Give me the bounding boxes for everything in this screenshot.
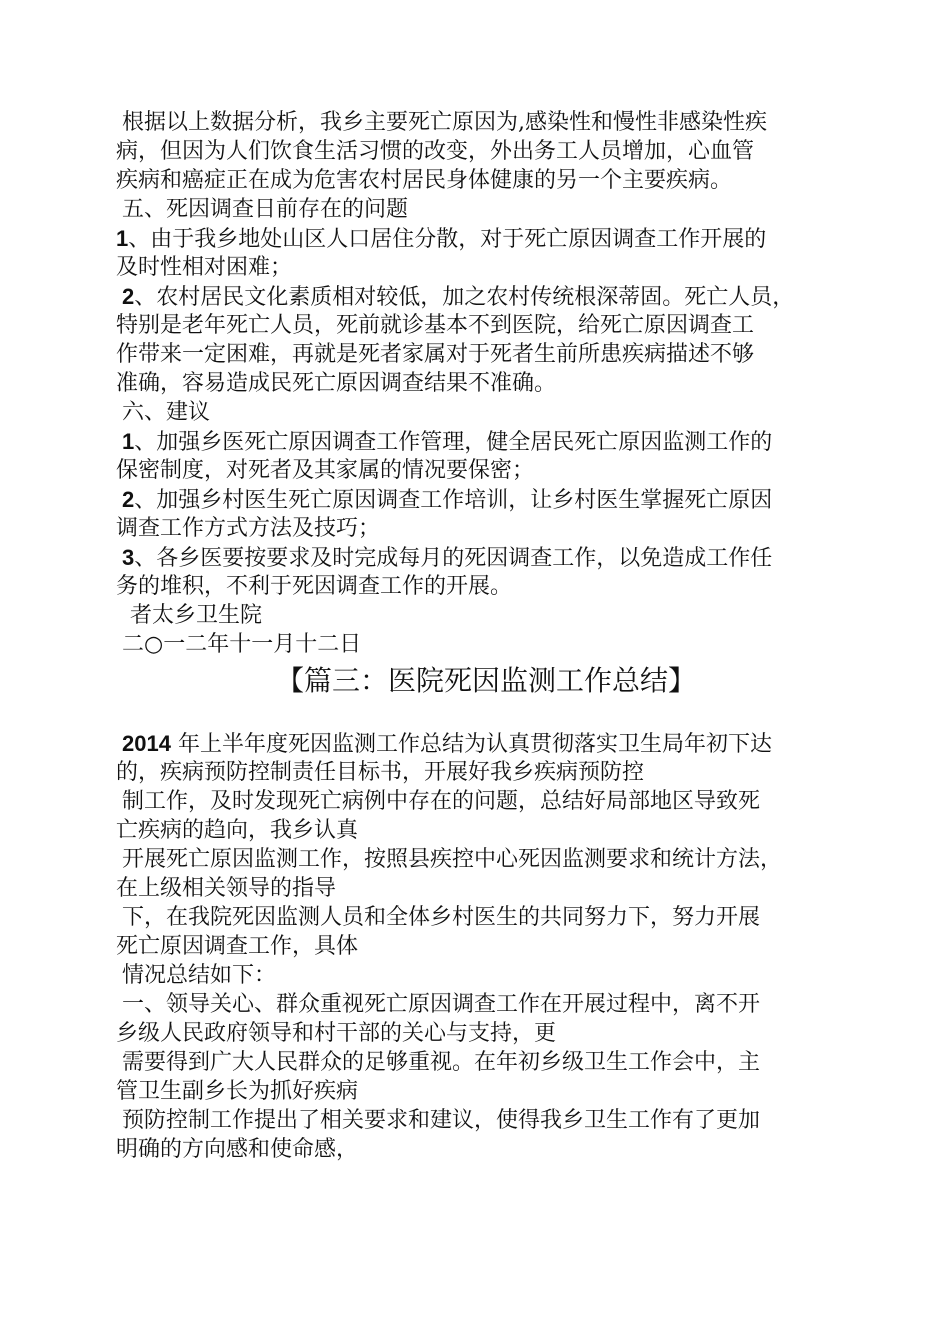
paragraph-line: 准确，容易造成民死亡原因调查结果不准确。 <box>116 371 557 396</box>
paragraph-line: 病，但因为人们饮食生活习惯的改变，外出务工人员增加，心血管 <box>116 139 755 164</box>
paragraph-line <box>116 729 856 758</box>
paragraph-line: 保密制度，对死者及其家属的情况要保密； <box>116 458 535 483</box>
list-number: 1 <box>116 226 129 251</box>
list-text: 、由于我乡地处山区人口居住分散，对于死亡原因调查工作开展的 <box>128 227 767 252</box>
year-number: 2014 <box>122 731 171 756</box>
paragraph-line: 管卫生副乡长为抓好疾病 <box>116 1079 359 1104</box>
paragraph-line: 调查工作方式方法及技巧； <box>116 516 381 541</box>
list-item <box>116 427 856 456</box>
list-item <box>116 224 856 253</box>
section-title: 【篇三：医院死因监测工作总结】 <box>275 664 696 697</box>
list-number: 3 <box>122 545 135 570</box>
paragraph-line: 死亡原因调查工作，具体 <box>116 934 359 959</box>
list-text: 、加强乡医死亡原因调查工作管理，健全居民死亡原因监测工作的 <box>134 430 773 455</box>
list-item <box>116 543 856 572</box>
paragraph-line: 的，疾病预防控制责任目标书，开展好我乡疾病预防控 <box>116 760 645 785</box>
paragraph-line: 明确的方向感和使命感， <box>116 1137 359 1162</box>
list-text: 、加强乡村医生死亡原因调查工作培训，让乡村医生掌握死亡原因 <box>134 488 773 513</box>
paragraph-line: 务的堆积，不利于死因调查工作的开展。 <box>116 574 513 599</box>
document-date: 二○一二年十一月十二日 <box>122 632 362 657</box>
paragraph-line: 根据以上数据分析，我乡主要死亡原因为,感染性和慢性非感染性疾 <box>122 110 767 135</box>
section-heading: 五、死因调查日前存在的问题 <box>122 197 409 222</box>
list-number: 2 <box>122 284 135 309</box>
paragraph-line: 作带来一定困难，再就是死者家属对于死者生前所患疾病描述不够 <box>116 342 755 367</box>
paragraph-line: 及时性相对困难； <box>116 255 293 280</box>
paragraph-line: 情况总结如下： <box>122 963 277 988</box>
paragraph-line: 需要得到广大人民群众的足够重视。在年初乡级卫生工作会中，主 <box>122 1050 761 1075</box>
list-number: 1 <box>122 429 135 454</box>
paragraph-line: 制工作，及时发现死亡病例中存在的问题，总结好局部地区导致死 <box>122 789 761 814</box>
section-heading: 六、建议 <box>122 400 211 425</box>
paragraph-line: 乡级人民政府领导和村干部的关心与支持，更 <box>116 1021 557 1046</box>
list-text: 、农村居民文化素质相对较低，加之农村传统根深蒂固。死亡人员， <box>134 285 795 310</box>
section-heading: 一、领导关心、群众重视死亡原因调查工作在开展过程中，离不开 <box>122 992 761 1017</box>
paragraph-line: 特别是老年死亡人员，死前就诊基本不到医院，给死亡原因调查工 <box>116 313 755 338</box>
paragraph-line: 在上级相关领导的指导 <box>116 876 337 901</box>
paragraph-text: 年上半年度死因监测工作总结为认真贯彻落实卫生局年初下达 <box>170 732 772 757</box>
paragraph-line: 亡疾病的趋向，我乡认真 <box>116 818 359 843</box>
paragraph-line: 疾病和癌症正在成为危害农村居民身体健康的另一个主要疾病。 <box>116 168 733 193</box>
list-item <box>116 485 856 514</box>
organization-name: 者太乡卫生院 <box>130 603 263 628</box>
document-body <box>116 108 856 1164</box>
list-number: 2 <box>122 487 135 512</box>
list-item <box>116 282 856 311</box>
paragraph-line: 预防控制工作提出了相关要求和建议，使得我乡卫生工作有了更加 <box>122 1108 761 1133</box>
list-text: 、各乡医要按要求及时完成每月的死因调查工作，以免造成工作任 <box>134 546 773 571</box>
paragraph-line: 开展死亡原因监测工作，按照县疾控中心死因监测要求和统计方法， <box>122 847 783 872</box>
paragraph-line: 下，在我院死因监测人员和全体乡村医生的共同努力下，努力开展 <box>122 905 761 930</box>
